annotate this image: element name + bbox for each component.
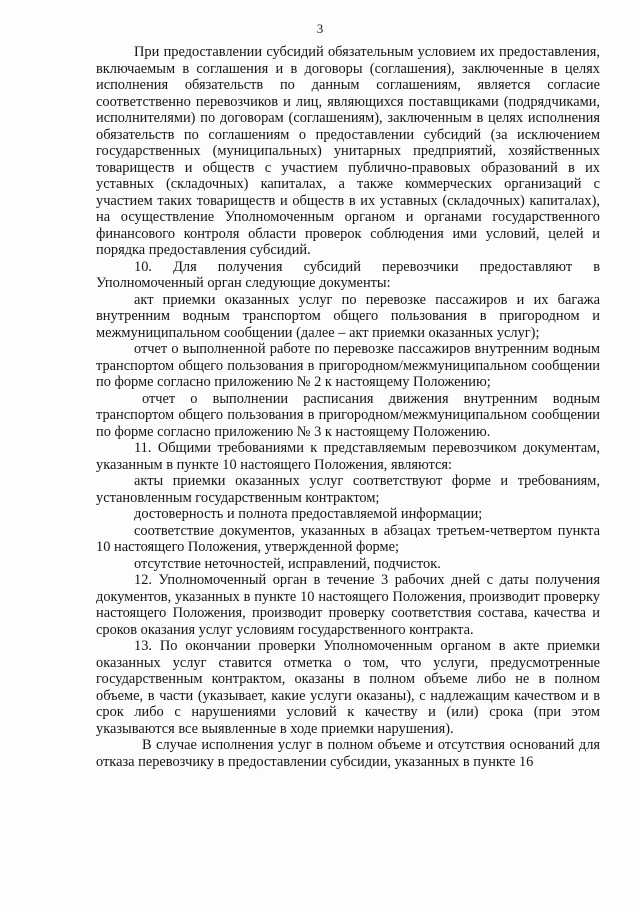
- paragraph-11-heading: 11. Общими требованиями к представляемым перевозчиком документам, указанным в пункте 10 настоящего Положения, являются:: [96, 440, 600, 473]
- paragraph-10-heading: 10. Для получения субсидий перевозчики предоставляют в Уполномоченный орган следующие документы:: [96, 258, 600, 291]
- paragraph-10-act-item: акт приемки оказанных услуг по перевозке пассажиров и их багажа внутренним водным транспортом общего пользования в пригородном и межмуниципальном сообщении (далее – акт приемки оказанных услуг);: [96, 291, 600, 341]
- paragraph-11-accuracy-item: достоверность и полнота предоставляемой информации;: [134, 506, 483, 522]
- paragraph-11-conformity-item: соответствие документов, указанных в абзацах третьем-четвертом пункта 10 настоящего Положения, утвержденной форме;: [96, 522, 600, 555]
- paragraph-full-execution: В случае исполнения услуг в полном объеме и отсутствия оснований для отказа перевозчику в предоставлении субсидии, указанных в пункте 16: [96, 737, 600, 770]
- paragraph-10-schedule-report-item: отчет о выполнении расписания движения внутренним водным транспортом общего пользования в пригородном/межмуниципальном сообщении по форме согласно приложению № 3 к настоящему Положению.: [96, 390, 600, 440]
- paragraph-11-acts-item: акты приемки оказанных услуг соответствуют форме и требованиям, установленным государственным контрактом;: [96, 473, 600, 506]
- paragraph-13: 13. По окончании проверки Уполномоченным органом в акте приемки оказанных услуг ставится отметка о том, что услуги, предусмотренные государственным контрактом, оказаны в полном объеме либо не в полном объеме, в части (указывает, какие услуги оказаны), с надлежащим качеством и в срок либо с нарушениями условий к качеству и (или) срока (при этом указываются все выявленные в ходе приемки нарушения).: [96, 638, 600, 737]
- paragraph-10-work-report-item: отчет о выполненной работе по перевозке пассажиров внутренним водным транспортом общего пользования в пригородном/межмуниципальном сообщении по форме согласно приложению № 2 к настоящему Положению;: [96, 341, 600, 390]
- document-body: [96, 44, 600, 770]
- page-number: 3: [316, 21, 324, 36]
- paragraph-12: 12. Уполномоченный орган в течение 3 рабочих дней с даты получения документов, указанных в пункте 10 настоящего Положения, производит проверку настоящего Положения, производит проверку соответствия состава, качества и сроков оказания услуг условиям государственного контракта.: [96, 572, 600, 638]
- paragraph-11-no-corrections-item: отсутствие неточностей, исправлений, подчисток.: [134, 555, 441, 572]
- paragraph-subsidy-condition: При предоставлении субсидий обязательным условием их предоставления, включаемым в соглашения и в договоры (соглашения), заключенные в целях исполнения обязательств по данным соглашениям, является согласие соответственно перевозчиков и лиц, являющихся поставщиками (подрядчиками, исполнителями) по договорам (соглашениям), заключенным в целях исполнения обязательств по соглашениям о предоставлении субсидий (за исключением государственных (муниципальных) унитарных предприятий, хозяйственных товариществ и обществ с участием публично-правовых образований в их уставных (складочных) капиталах, а также коммерческих организаций с участием таких товариществ и обществ в их уставных (складочных) капиталах), на осуществление Уполномоченным органом и органами государственного финансового контроля области проверок соблюдения ими условий, целей и порядка предоставления субсидий.: [96, 44, 600, 258]
